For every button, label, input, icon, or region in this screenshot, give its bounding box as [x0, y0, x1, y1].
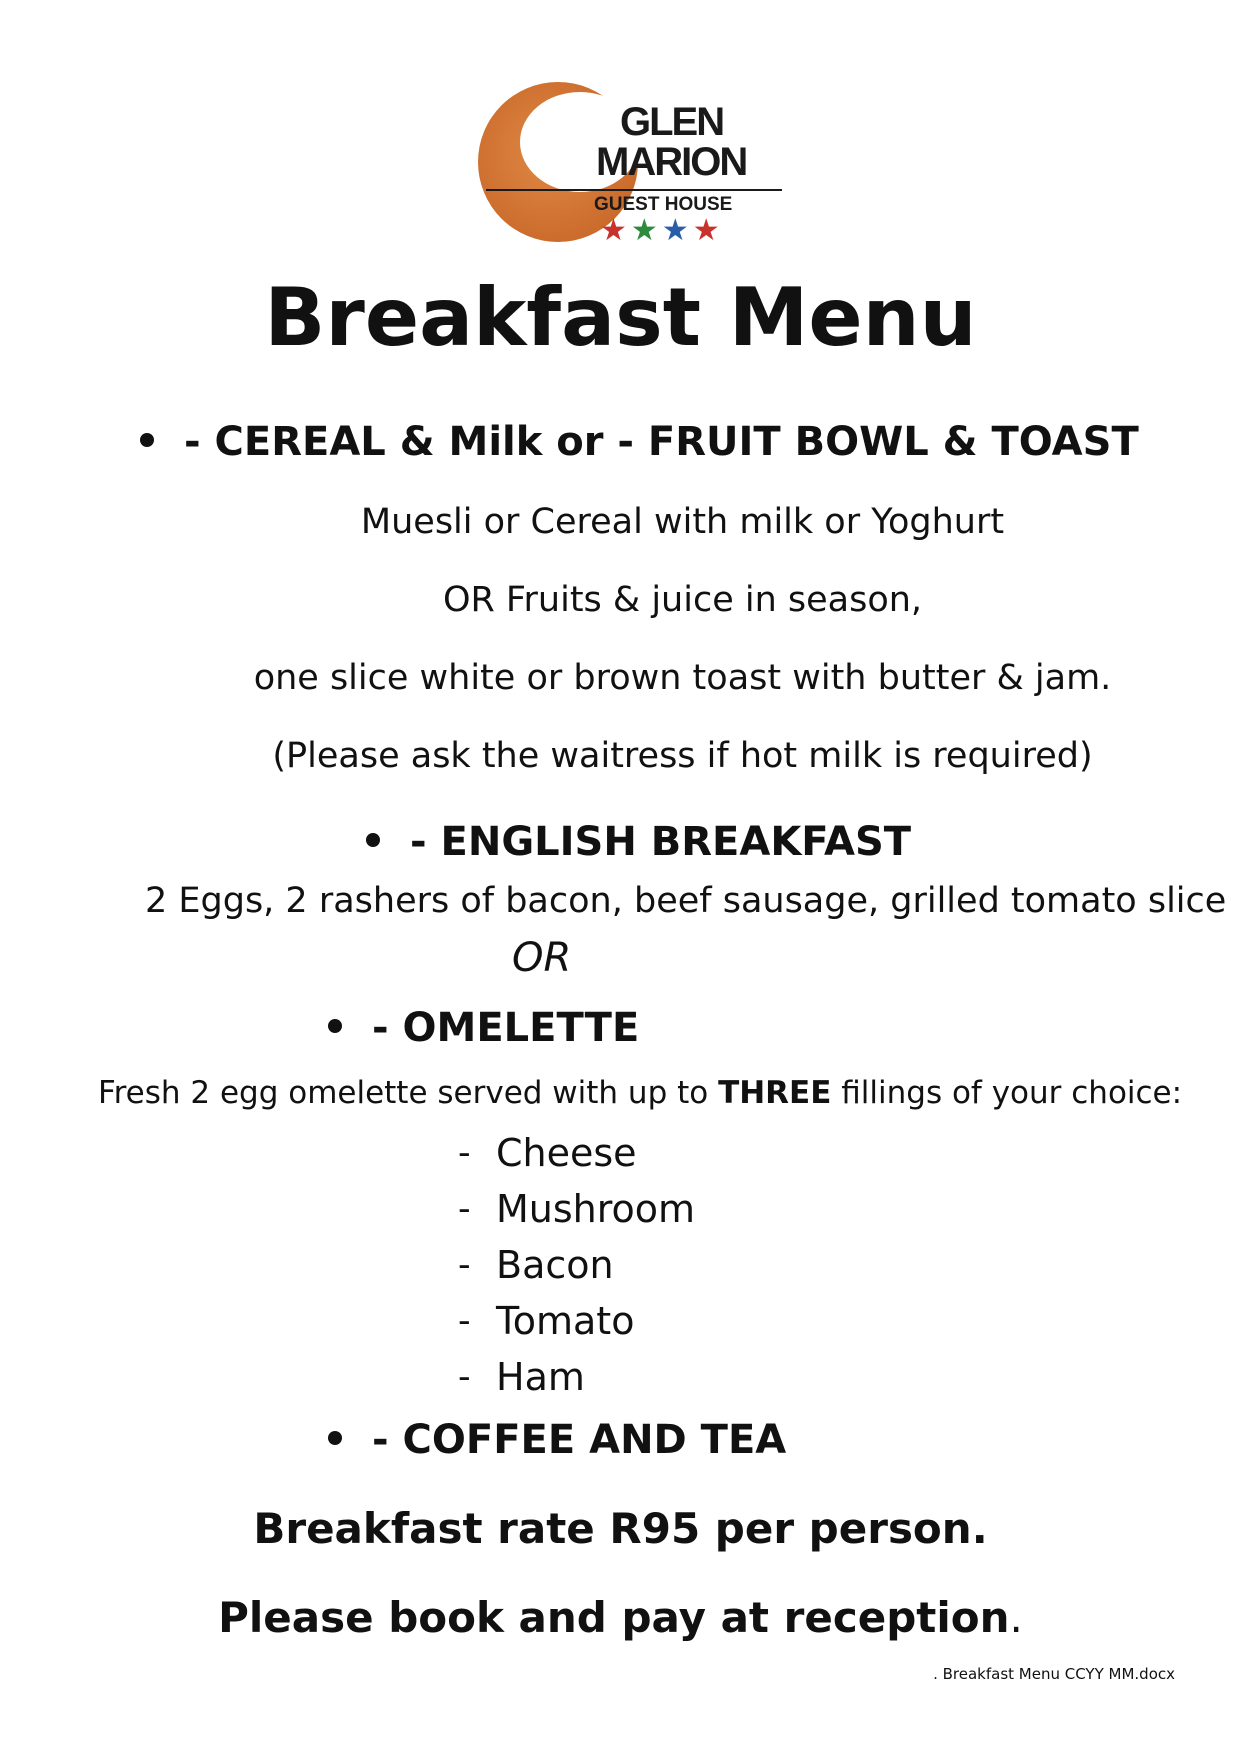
- bullet-icon: [366, 833, 380, 847]
- omelette-intro: [98, 1075, 1183, 1111]
- logo-stars: [600, 213, 724, 248]
- section-heading-cereal: [140, 419, 1139, 465]
- filling-dash: -: [458, 1245, 471, 1285]
- filling-dash: -: [458, 1301, 471, 1341]
- cereal-line-1: Muesli or Cereal with milk or Yoghurt: [360, 502, 1005, 542]
- list-item: Tomato: [496, 1299, 635, 1343]
- section-heading-text: - CEREAL & Milk or - FRUIT BOWL & TOAST: [184, 419, 1139, 465]
- booking-note: [0, 1593, 1241, 1642]
- booking-note-period: .: [1009, 1593, 1023, 1642]
- section-heading-omelette: [328, 1005, 640, 1051]
- list-item: Bacon: [496, 1243, 614, 1287]
- section-heading-text: - COFFEE AND TEA: [372, 1417, 787, 1463]
- bullet-icon: [140, 433, 154, 447]
- list-item: Mushroom: [496, 1187, 696, 1231]
- star-icon: ★: [692, 213, 724, 248]
- cereal-line-4: (Please ask the waitress if hot milk is required): [272, 736, 1093, 776]
- list-item: Ham: [496, 1355, 585, 1399]
- bullet-icon: [328, 1431, 342, 1445]
- star-icon: ★: [600, 213, 631, 248]
- omelette-intro-text: Fresh 2 egg omelette served with up to: [98, 1075, 719, 1111]
- section-heading-text: - ENGLISH BREAKFAST: [410, 819, 912, 865]
- page-title: Breakfast Menu: [264, 271, 977, 364]
- bullet-icon: [328, 1019, 342, 1033]
- logo-word-glen: GLEN: [620, 100, 724, 144]
- section-heading-english: [366, 819, 912, 865]
- cereal-line-3: one slice white or brown toast with butter & jam.: [253, 658, 1112, 698]
- logo-word-guest-house: GUEST HOUSE: [594, 194, 733, 215]
- logo-word-marion: MARION: [596, 140, 747, 184]
- section-heading-text: - OMELETTE: [372, 1005, 640, 1051]
- document-filename: . Breakfast Menu CCYY MM.docx: [933, 1665, 1175, 1683]
- filling-dash: -: [458, 1357, 471, 1397]
- filling-dash: -: [458, 1133, 471, 1173]
- omelette-intro-text: fillings of your choice:: [831, 1075, 1183, 1111]
- booking-note-text: Please book and pay at reception: [218, 1593, 1010, 1642]
- english-breakfast-description: 2 Eggs, 2 rashers of bacon, beef sausage, grilled tomato slice: [145, 881, 1227, 921]
- filling-dash: -: [458, 1189, 471, 1229]
- omelette-intro-emphasis: THREE: [718, 1075, 832, 1111]
- list-item: Cheese: [496, 1131, 637, 1175]
- star-icon: ★: [630, 213, 662, 248]
- section-heading-coffee: [328, 1417, 787, 1463]
- guest-house-logo: [462, 70, 792, 255]
- cereal-line-2: OR Fruits & juice in season,: [442, 580, 923, 620]
- or-separator: OR: [512, 935, 572, 981]
- star-icon: ★: [661, 213, 693, 248]
- breakfast-rate: Breakfast rate R95 per person.: [253, 1504, 988, 1553]
